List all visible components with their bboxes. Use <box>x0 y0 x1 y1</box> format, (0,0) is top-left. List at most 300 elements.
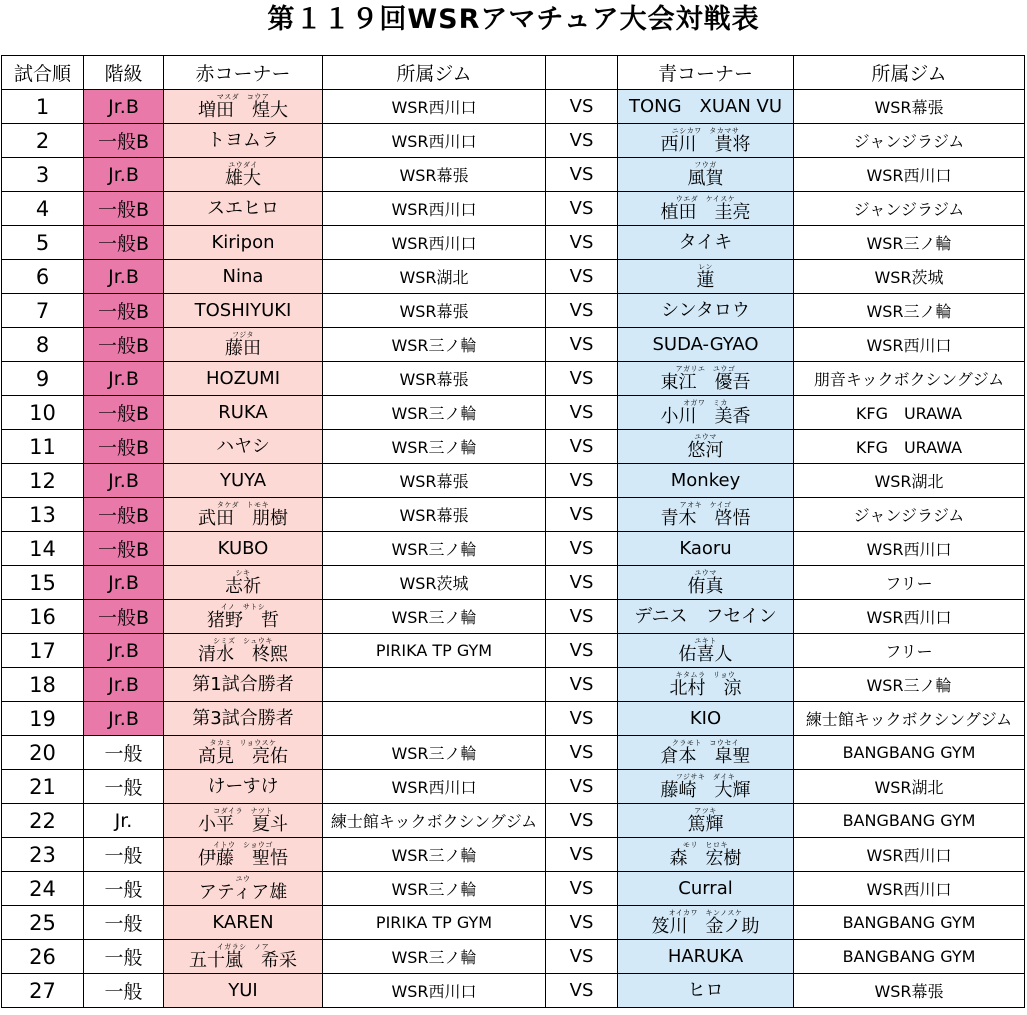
blue-fighter-name: 風賀 <box>687 168 724 189</box>
blue-fighter-furigana: クラモト コウセイ <box>671 739 740 747</box>
vs-label: VS <box>546 906 618 940</box>
blue-fighter-furigana: モリ ヒロキ <box>683 841 728 849</box>
weight-class: 一般B <box>84 396 164 430</box>
bout-number: 25 <box>2 906 84 940</box>
blue-fighter-furigana: ユウマ <box>694 569 717 577</box>
blue-corner-fighter <box>618 634 794 668</box>
blue-corner-gym: BANGBANG GYM <box>794 906 1025 940</box>
header-class: 階級 <box>84 56 164 90</box>
red-fighter-name: けーすけ <box>207 776 279 797</box>
red-corner-fighter <box>164 532 323 566</box>
header-order: 試合順 <box>2 56 84 90</box>
bout-rows <box>2 90 1025 1008</box>
blue-corner-fighter <box>618 396 794 430</box>
table-row <box>2 226 1025 260</box>
blue-fighter-furigana: オイカワ キンノスケ <box>668 909 743 917</box>
table-row <box>2 974 1025 1008</box>
red-corner-gym: WSR三ノ輪 <box>323 600 546 634</box>
blue-fighter-furigana: ユウマ <box>694 433 717 441</box>
blue-fighter-furigana: アガリエ ユウゴ <box>675 365 736 373</box>
blue-corner-fighter <box>618 736 794 770</box>
red-corner-fighter <box>164 940 323 974</box>
red-corner-fighter <box>164 396 323 430</box>
blue-corner-gym: 練士館キックボクシングジム <box>794 702 1025 736</box>
red-corner-gym: WSR三ノ輪 <box>323 940 546 974</box>
blue-corner-fighter <box>618 498 794 532</box>
red-corner-gym: WSR三ノ輪 <box>323 430 546 464</box>
table-row <box>2 192 1025 226</box>
blue-corner-fighter <box>618 974 794 1008</box>
blue-corner-fighter <box>618 226 794 260</box>
blue-corner-gym: ジャンジラジム <box>794 192 1025 226</box>
blue-corner-fighter <box>618 532 794 566</box>
blue-corner-gym: フリー <box>794 634 1025 668</box>
header-red-corner: 赤コーナー <box>164 56 323 90</box>
blue-corner-fighter <box>618 294 794 328</box>
red-fighter-name: 伊藤 聖悟 <box>198 848 288 869</box>
blue-corner-gym: BANGBANG GYM <box>794 736 1025 770</box>
blue-corner-gym: 朋音キックボクシングジム <box>794 362 1025 396</box>
vs-label: VS <box>546 294 618 328</box>
red-fighter-furigana: ユウダイ <box>228 161 258 169</box>
header-blue-gym: 所属ジム <box>794 56 1025 90</box>
red-fighter-name: 増田 煌大 <box>198 100 288 121</box>
red-corner-fighter <box>164 158 323 192</box>
red-fighter-name: 志祈 <box>225 576 261 597</box>
blue-corner-fighter <box>618 362 794 396</box>
vs-label: VS <box>546 838 618 872</box>
blue-fighter-name: 小川 美香 <box>660 406 751 427</box>
table-row <box>2 294 1025 328</box>
vs-label: VS <box>546 872 618 906</box>
blue-corner-gym: WSR三ノ輪 <box>794 668 1025 702</box>
vs-label: VS <box>546 668 618 702</box>
vs-label: VS <box>546 770 618 804</box>
vs-label: VS <box>546 124 618 158</box>
bout-number: 24 <box>2 872 84 906</box>
blue-fighter-name: SUDA-GYAO <box>652 334 759 355</box>
red-fighter-furigana: イトウ ショウゴ <box>213 841 273 849</box>
red-corner-gym <box>323 702 546 736</box>
red-corner-gym: WSR西川口 <box>323 770 546 804</box>
red-fighter-name: ハヤシ <box>216 436 270 457</box>
blue-fighter-furigana: レン <box>698 263 713 271</box>
red-corner-fighter <box>164 906 323 940</box>
red-fighter-name: 藤田 <box>225 338 261 359</box>
vs-label: VS <box>546 634 618 668</box>
blue-corner-fighter <box>618 906 794 940</box>
table-row <box>2 430 1025 464</box>
blue-fighter-name: 笈川 金ノ助 <box>651 916 760 937</box>
vs-label: VS <box>546 430 618 464</box>
vs-label: VS <box>546 498 618 532</box>
vs-label: VS <box>546 940 618 974</box>
bout-number: 22 <box>2 804 84 838</box>
red-fighter-name: 猪野 哲 <box>207 610 279 631</box>
red-corner-gym: WSR三ノ輪 <box>323 872 546 906</box>
red-corner-gym: WSR三ノ輪 <box>323 838 546 872</box>
red-corner-fighter <box>164 362 323 396</box>
red-fighter-name: Kiripon <box>211 232 275 253</box>
red-fighter-name: TOSHIYUKI <box>194 300 292 321</box>
weight-class: 一般 <box>84 872 164 906</box>
blue-corner-gym: WSR西川口 <box>794 600 1025 634</box>
blue-fighter-name: 西川 貴将 <box>660 134 751 155</box>
red-fighter-name: HOZUMI <box>205 368 281 389</box>
blue-fighter-furigana: ニシカワ タカマサ <box>671 127 740 135</box>
weight-class: 一般B <box>84 328 164 362</box>
blue-fighter-name: HARUKA <box>667 946 744 967</box>
blue-fighter-furigana: フウガ <box>694 161 717 169</box>
vs-label: VS <box>546 328 618 362</box>
table-row <box>2 668 1025 702</box>
bout-number: 17 <box>2 634 84 668</box>
blue-fighter-furigana: ユキト <box>694 637 717 645</box>
vs-label: VS <box>546 158 618 192</box>
red-corner-gym: WSR幕張 <box>323 498 546 532</box>
blue-corner-fighter <box>618 872 794 906</box>
red-corner-gym: WSR幕張 <box>323 294 546 328</box>
vs-label: VS <box>546 974 618 1008</box>
bout-number: 18 <box>2 668 84 702</box>
blue-fighter-name: 東江 優吾 <box>660 372 751 393</box>
blue-fighter-name: 侑真 <box>687 576 724 597</box>
bout-number: 26 <box>2 940 84 974</box>
blue-fighter-furigana: アオキ ケイゴ <box>679 501 732 509</box>
red-fighter-name: YUI <box>228 980 258 1001</box>
blue-corner-gym: WSR幕張 <box>794 90 1025 124</box>
vs-label: VS <box>546 702 618 736</box>
red-fighter-name: Nina <box>222 266 264 287</box>
table-row <box>2 532 1025 566</box>
blue-corner-fighter <box>618 260 794 294</box>
vs-label: VS <box>546 396 618 430</box>
bout-number: 4 <box>2 192 84 226</box>
red-corner-fighter <box>164 328 323 362</box>
weight-class: Jr.B <box>84 634 164 668</box>
table-row <box>2 906 1025 940</box>
blue-corner-gym: BANGBANG GYM <box>794 804 1025 838</box>
weight-class: 一般 <box>84 736 164 770</box>
blue-corner-gym: WSR三ノ輪 <box>794 226 1025 260</box>
weight-class: Jr.B <box>84 702 164 736</box>
red-corner-gym <box>323 668 546 702</box>
blue-fighter-name: 佑喜人 <box>678 644 733 665</box>
table-row <box>2 362 1025 396</box>
blue-fighter-name: Kaoru <box>679 538 732 559</box>
table-row <box>2 940 1025 974</box>
bout-number: 19 <box>2 702 84 736</box>
red-corner-fighter <box>164 668 323 702</box>
weight-class: 一般B <box>84 430 164 464</box>
blue-corner-fighter <box>618 464 794 498</box>
red-fighter-furigana: シミズ シュウキ <box>213 637 273 645</box>
blue-fighter-furigana: フジサキ ダイキ <box>675 773 736 781</box>
blue-corner-fighter <box>618 430 794 464</box>
table-row <box>2 804 1025 838</box>
weight-class: 一般B <box>84 192 164 226</box>
blue-corner-fighter <box>618 192 794 226</box>
red-corner-gym: WSR西川口 <box>323 192 546 226</box>
blue-corner-fighter <box>618 940 794 974</box>
vs-label: VS <box>546 736 618 770</box>
bout-number: 11 <box>2 430 84 464</box>
header-blue-corner: 青コーナー <box>618 56 794 90</box>
blue-fighter-name: タイキ <box>678 232 733 253</box>
bout-number: 15 <box>2 566 84 600</box>
red-fighter-name: YUYA <box>219 470 267 491</box>
page-title: 第１１９回WSRアマチュア大会対戦表 <box>267 4 760 35</box>
red-fighter-name: 清水 柊熙 <box>198 644 288 665</box>
red-fighter-furigana: タケダ トモキ <box>216 501 270 509</box>
red-corner-gym: WSR西川口 <box>323 124 546 158</box>
blue-fighter-name: 悠河 <box>687 440 724 461</box>
blue-corner-fighter <box>618 158 794 192</box>
red-corner-fighter <box>164 566 323 600</box>
vs-label: VS <box>546 566 618 600</box>
vs-label: VS <box>546 600 618 634</box>
red-corner-gym: WSR幕張 <box>323 158 546 192</box>
header-red-gym: 所属ジム <box>323 56 546 90</box>
blue-corner-gym: WSR茨城 <box>794 260 1025 294</box>
blue-corner-gym: WSR幕張 <box>794 974 1025 1008</box>
red-corner-gym: WSR幕張 <box>323 362 546 396</box>
red-fighter-furigana: マスダ コウア <box>216 93 270 101</box>
vs-label: VS <box>546 90 618 124</box>
vs-label: VS <box>546 464 618 498</box>
blue-corner-gym: BANGBANG GYM <box>794 940 1025 974</box>
blue-fighter-name: 青木 啓悟 <box>660 508 751 529</box>
blue-corner-fighter <box>618 600 794 634</box>
red-corner-fighter <box>164 702 323 736</box>
weight-class: Jr.B <box>84 464 164 498</box>
weight-class: 一般B <box>84 532 164 566</box>
red-fighter-name: 小平 夏斗 <box>198 814 288 835</box>
weight-class: Jr.B <box>84 668 164 702</box>
blue-fighter-name: 倉本 皐聖 <box>660 746 751 767</box>
red-corner-gym: WSR西川口 <box>323 90 546 124</box>
blue-corner-fighter <box>618 804 794 838</box>
blue-fighter-name: 北村 涼 <box>669 678 742 699</box>
blue-corner-gym: KFG URAWA <box>794 430 1025 464</box>
bout-number: 9 <box>2 362 84 396</box>
red-corner-gym: 練士館キックボクシングジム <box>323 804 546 838</box>
bout-number: 23 <box>2 838 84 872</box>
red-corner-gym: WSR三ノ輪 <box>323 396 546 430</box>
weight-class: 一般 <box>84 906 164 940</box>
red-fighter-name: 第3試合勝者 <box>192 708 294 729</box>
weight-class: 一般B <box>84 600 164 634</box>
blue-fighter-name: Monkey <box>670 470 741 491</box>
blue-fighter-name: デニス フセイン <box>634 606 777 627</box>
weight-class: 一般 <box>84 940 164 974</box>
red-fighter-furigana: ユウ <box>235 875 251 883</box>
red-corner-fighter <box>164 634 323 668</box>
vs-label: VS <box>546 192 618 226</box>
red-corner-fighter <box>164 600 323 634</box>
red-corner-fighter <box>164 770 323 804</box>
blue-corner-fighter <box>618 124 794 158</box>
blue-corner-gym: WSR西川口 <box>794 532 1025 566</box>
vs-label: VS <box>546 260 618 294</box>
red-fighter-name: KUBO <box>217 538 269 559</box>
bout-number: 6 <box>2 260 84 294</box>
header-vs <box>546 56 618 90</box>
blue-corner-fighter <box>618 668 794 702</box>
red-corner-gym: WSR三ノ輪 <box>323 328 546 362</box>
red-corner-fighter <box>164 90 323 124</box>
bout-number: 8 <box>2 328 84 362</box>
weight-class: 一般 <box>84 838 164 872</box>
red-fighter-name: 第1試合勝者 <box>192 674 294 695</box>
table-row <box>2 736 1025 770</box>
weight-class: Jr.B <box>84 158 164 192</box>
vs-label: VS <box>546 532 618 566</box>
red-fighter-furigana: コダイラ ナツト <box>213 807 273 815</box>
table-row <box>2 158 1025 192</box>
blue-corner-gym: WSR三ノ輪 <box>794 294 1025 328</box>
red-corner-fighter <box>164 464 323 498</box>
red-corner-fighter <box>164 226 323 260</box>
red-corner-gym: WSR三ノ輪 <box>323 532 546 566</box>
blue-fighter-furigana: アツキ <box>694 807 717 815</box>
red-corner-gym: WSR茨城 <box>323 566 546 600</box>
red-fighter-name: 武田 朋樹 <box>198 508 288 529</box>
weight-class: Jr.B <box>84 90 164 124</box>
table-row <box>2 260 1025 294</box>
blue-fighter-name: TONG XUAN VU <box>628 96 783 117</box>
red-fighter-name: 高見 亮佑 <box>198 746 288 767</box>
blue-corner-gym: WSR西川口 <box>794 328 1025 362</box>
blue-corner-fighter <box>618 702 794 736</box>
blue-corner-fighter <box>618 770 794 804</box>
blue-corner-gym: WSR湖北 <box>794 464 1025 498</box>
blue-corner-gym: ジャンジラジム <box>794 124 1025 158</box>
red-corner-fighter <box>164 124 323 158</box>
red-corner-fighter <box>164 838 323 872</box>
table-row <box>2 464 1025 498</box>
blue-fighter-name: 森 宏樹 <box>669 848 742 869</box>
red-corner-gym: WSR湖北 <box>323 260 546 294</box>
bout-number: 7 <box>2 294 84 328</box>
weight-class: 一般 <box>84 974 164 1008</box>
blue-fighter-name: ヒロ <box>687 980 724 1001</box>
red-fighter-name: 雄大 <box>225 168 261 189</box>
weight-class: Jr.B <box>84 566 164 600</box>
red-corner-fighter <box>164 872 323 906</box>
vs-label: VS <box>546 226 618 260</box>
red-corner-gym: PIRIKA TP GYM <box>323 634 546 668</box>
table-row <box>2 600 1025 634</box>
table-row <box>2 634 1025 668</box>
bout-number: 20 <box>2 736 84 770</box>
red-corner-gym: WSR西川口 <box>323 226 546 260</box>
bout-number: 10 <box>2 396 84 430</box>
blue-corner-fighter <box>618 838 794 872</box>
red-corner-fighter <box>164 294 323 328</box>
table-row <box>2 566 1025 600</box>
red-fighter-name: KAREN <box>212 912 274 933</box>
bout-number: 14 <box>2 532 84 566</box>
bout-number: 2 <box>2 124 84 158</box>
red-corner-fighter <box>164 974 323 1008</box>
blue-fighter-name: 篤輝 <box>687 814 724 835</box>
blue-corner-gym: KFG URAWA <box>794 396 1025 430</box>
blue-corner-gym: WSR湖北 <box>794 770 1025 804</box>
blue-corner-fighter <box>618 90 794 124</box>
blue-corner-gym: WSR西川口 <box>794 838 1025 872</box>
blue-fighter-name: KIO <box>689 708 722 729</box>
table-row <box>2 124 1025 158</box>
red-corner-fighter <box>164 260 323 294</box>
red-fighter-furigana: イガラシ ノア <box>216 943 270 951</box>
table-row <box>2 396 1025 430</box>
table-row <box>2 872 1025 906</box>
red-corner-gym: WSR西川口 <box>323 974 546 1008</box>
bout-number: 21 <box>2 770 84 804</box>
red-corner-fighter <box>164 804 323 838</box>
red-fighter-name: 五十嵐 希采 <box>189 950 297 971</box>
weight-class: 一般 <box>84 770 164 804</box>
bout-number: 1 <box>2 90 84 124</box>
bout-number: 27 <box>2 974 84 1008</box>
bout-number: 5 <box>2 226 84 260</box>
bout-number: 12 <box>2 464 84 498</box>
weight-class: 一般B <box>84 294 164 328</box>
blue-corner-gym: WSR西川口 <box>794 872 1025 906</box>
bout-number: 16 <box>2 600 84 634</box>
blue-fighter-name: Curral <box>678 878 733 899</box>
weight-class: 一般B <box>84 498 164 532</box>
blue-fighter-name: シンタロウ <box>661 300 750 321</box>
bout-number: 3 <box>2 158 84 192</box>
red-fighter-furigana: イノ サトシ <box>220 603 266 611</box>
blue-corner-gym: ジャンジラジム <box>794 498 1025 532</box>
bout-number: 13 <box>2 498 84 532</box>
red-fighter-name: アティア雄 <box>198 882 288 903</box>
weight-class: 一般B <box>84 124 164 158</box>
weight-class: Jr. <box>84 804 164 838</box>
table-row <box>2 702 1025 736</box>
blue-fighter-name: 植田 圭亮 <box>660 202 751 223</box>
blue-fighter-furigana: キタムラ リョウ <box>675 671 736 679</box>
blue-fighter-furigana: ウエダ ケイスケ <box>675 195 736 203</box>
blue-fighter-name: 藤崎 大輝 <box>660 780 751 801</box>
blue-corner-gym: WSR西川口 <box>794 158 1025 192</box>
red-corner-fighter <box>164 498 323 532</box>
table-row <box>2 770 1025 804</box>
header-row <box>2 56 1025 90</box>
weight-class: 一般B <box>84 226 164 260</box>
blue-corner-fighter <box>618 566 794 600</box>
red-fighter-name: スエヒロ <box>207 198 279 219</box>
bout-table <box>1 55 1025 1008</box>
red-fighter-name: トヨムラ <box>207 130 279 151</box>
vs-label: VS <box>546 362 618 396</box>
red-corner-fighter <box>164 192 323 226</box>
table-row <box>2 328 1025 362</box>
vs-label: VS <box>546 804 618 838</box>
table-row <box>2 498 1025 532</box>
table-row <box>2 838 1025 872</box>
red-fighter-furigana: タカミ リョウスケ <box>209 739 277 747</box>
red-corner-gym: PIRIKA TP GYM <box>323 906 546 940</box>
red-corner-fighter <box>164 736 323 770</box>
blue-corner-gym: フリー <box>794 566 1025 600</box>
blue-fighter-name: 蓮 <box>696 270 715 291</box>
red-fighter-name: RUKA <box>218 402 268 423</box>
red-fighter-furigana: シキ <box>235 569 251 577</box>
